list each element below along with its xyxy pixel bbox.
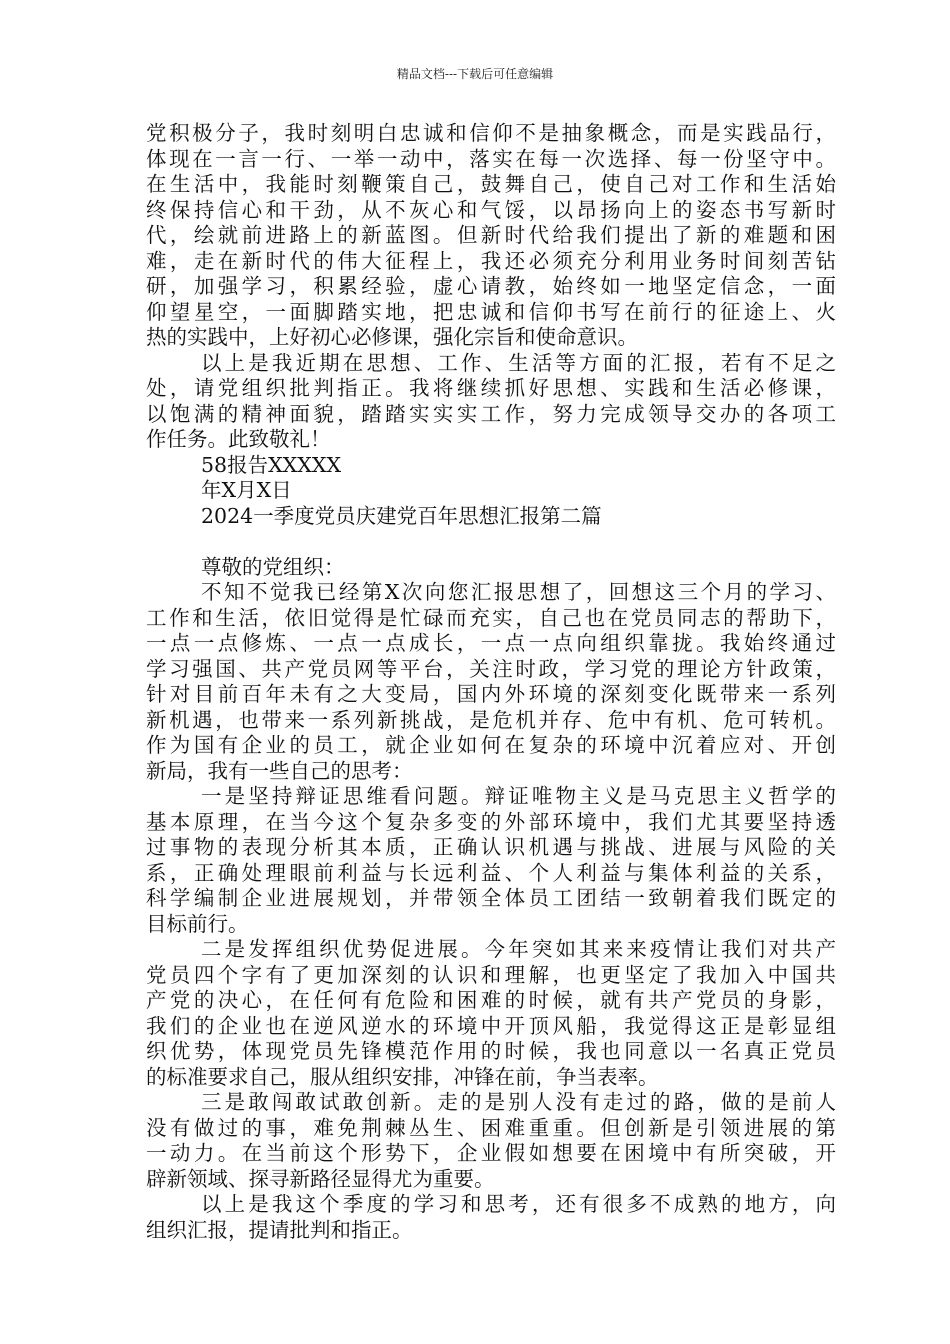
text-line: 体现在一言一行、一举一动中，落实在每一次选择、每一份坚守中。: [146, 146, 836, 171]
text-line: 一点一点修炼、一点一点成长，一点一点向组织靠拢。我始终通过: [146, 631, 836, 655]
text-line: 产党的决心，在任何有危险和困难的时候，就有共产党员的身影，: [146, 988, 836, 1012]
text-line: 一是坚持辩证思维看问题。辩证唯物主义是马克思主义哲学的: [201, 784, 836, 808]
page-header: 精品文档---下载后可任意编辑: [396, 67, 554, 81]
text-line: 我们的企业也在逆风逆水的环境中开顶风船，我觉得这正是彰显组: [146, 1013, 836, 1038]
paragraph-intro: [146, 580, 836, 784]
text-line: 科学编制企业进展规划，并带领全体员工团结一致朝着我们既定的: [146, 886, 836, 910]
text-line: 以上是我近期在思想、工作、生活等方面的汇报，若有不足之: [201, 350, 836, 375]
text-line: 基本原理，在当今这个复杂多变的外部环境中，我们尤其要坚持透: [146, 809, 836, 834]
text-line: 仰望星空，一面脚踏实地，把忠诚和信仰书写在前行的征途上、火: [146, 299, 836, 324]
text-line: 难，走在新时代的伟大征程上，我还必须充分利用业务时间刻苦钻: [146, 248, 836, 273]
text-line: 以饱满的精神面貌，踏踏实实实工作，努力完成领导交办的各项工: [146, 401, 836, 426]
text-line: 目标前行。: [146, 911, 249, 936]
greeting: 尊敬的党组织：: [201, 554, 345, 579]
text-line: 系，正确处理眼前利益与长远利益、个人利益与集体利益的关系，: [146, 860, 836, 885]
text-line: 代，绘就前进路上的新蓝图。但新时代给我们提出了新的难题和困: [146, 223, 836, 247]
paragraph-continued: [146, 121, 836, 351]
text-line: 新局，我有一些自己的思考：: [146, 758, 413, 783]
text-line: 党积极分子，我时刻明白忠诚和信仰不是抽象概念，而是实践品行，: [146, 121, 836, 145]
text-line: 作任务。此致敬礼！: [146, 427, 331, 451]
text-line: 研，加强学习，积累经验，虚心请教，始终如一地坚定信念，一面: [146, 274, 836, 298]
text-line: 在生活中，我能时刻鞭策自己，鼓舞自己，使自己对工作和生活始: [146, 172, 836, 196]
paragraph-point-one: [146, 784, 836, 937]
text-line: 党员四个字有了更加深刻的认识和理解，也更坚定了我加入中国共: [146, 962, 836, 987]
text-line: 作为国有企业的员工，就企业如何在复杂的环境中沉着应对、开创: [146, 733, 836, 757]
text-line: 的标准要求自己，服从组织安排，冲锋在前，争当表率。: [146, 1064, 659, 1089]
text-line: 织优势，体现党员先锋模范作用的时候，我也同意以一名真正党员: [146, 1039, 836, 1063]
section-title: 2024一季度党员庆建党百年思想汇报第二篇: [201, 503, 602, 528]
text-line: 没有做过的事，难免荆棘丛生、困难重重。但创新是引领进展的第: [146, 1115, 836, 1140]
text-line: 以上是我这个季度的学习和思考，还有很多不成熟的地方，向: [201, 1192, 836, 1216]
text-line: 热的实践中，上好初心必修课，强化宗旨和使命意识。: [146, 325, 638, 349]
document-body: [146, 121, 836, 1243]
paragraph-closing: [146, 351, 836, 453]
paragraph-conclusion: [146, 1192, 836, 1243]
text-line: 二是发挥组织优势促进展。今年突如其来来疫情让我们对共产: [201, 937, 836, 961]
text-line: 终保持信心和干劲，从不灰心和气馁，以昂扬向上的姿态书写新时: [146, 197, 836, 222]
signature-date: 年X月X日: [201, 478, 292, 502]
text-line: 处，请党组织批判指正。我将继续抓好思想、实践和生活必修课，: [146, 376, 836, 400]
text-line: 组织汇报，提请批判和指正。: [146, 1217, 413, 1242]
text-line: 针对目前百年未有之大变局，国内外环境的深刻变化既带来一系列: [146, 682, 836, 706]
text-line: 工作和生活，依旧觉得是忙碌而充实，自己也在党员同志的帮助下，: [146, 605, 836, 630]
text-line: 辟新领域、探寻新路径显得尤为重要。: [146, 1166, 495, 1191]
blank-line: [146, 529, 836, 555]
paragraph-point-two: [146, 937, 836, 1090]
text-line: 不知不觉我已经第X次向您汇报思想了，回想这三个月的学习、: [201, 580, 836, 604]
text-line: 三是敢闯敢试敢创新。走的是别人没有走过的路，做的是前人: [201, 1090, 836, 1114]
signature-name: 58报告XXXXX: [201, 452, 342, 477]
paragraph-point-three: [146, 1090, 836, 1192]
text-line: 过事物的表现分析其本质，正确认识机遇与挑战、进展与风险的关: [146, 835, 836, 859]
text-line: 新机遇，也带来一系列新挑战，是危机并存、危中有机、危可转机。: [146, 707, 836, 732]
text-line: 学习强国、共产党员网等平台，关注时政，学习党的理论方针政策，: [146, 656, 836, 681]
text-line: 一动力。在当前这个形势下，企业假如想要在困境中有所突破，开: [146, 1141, 836, 1165]
